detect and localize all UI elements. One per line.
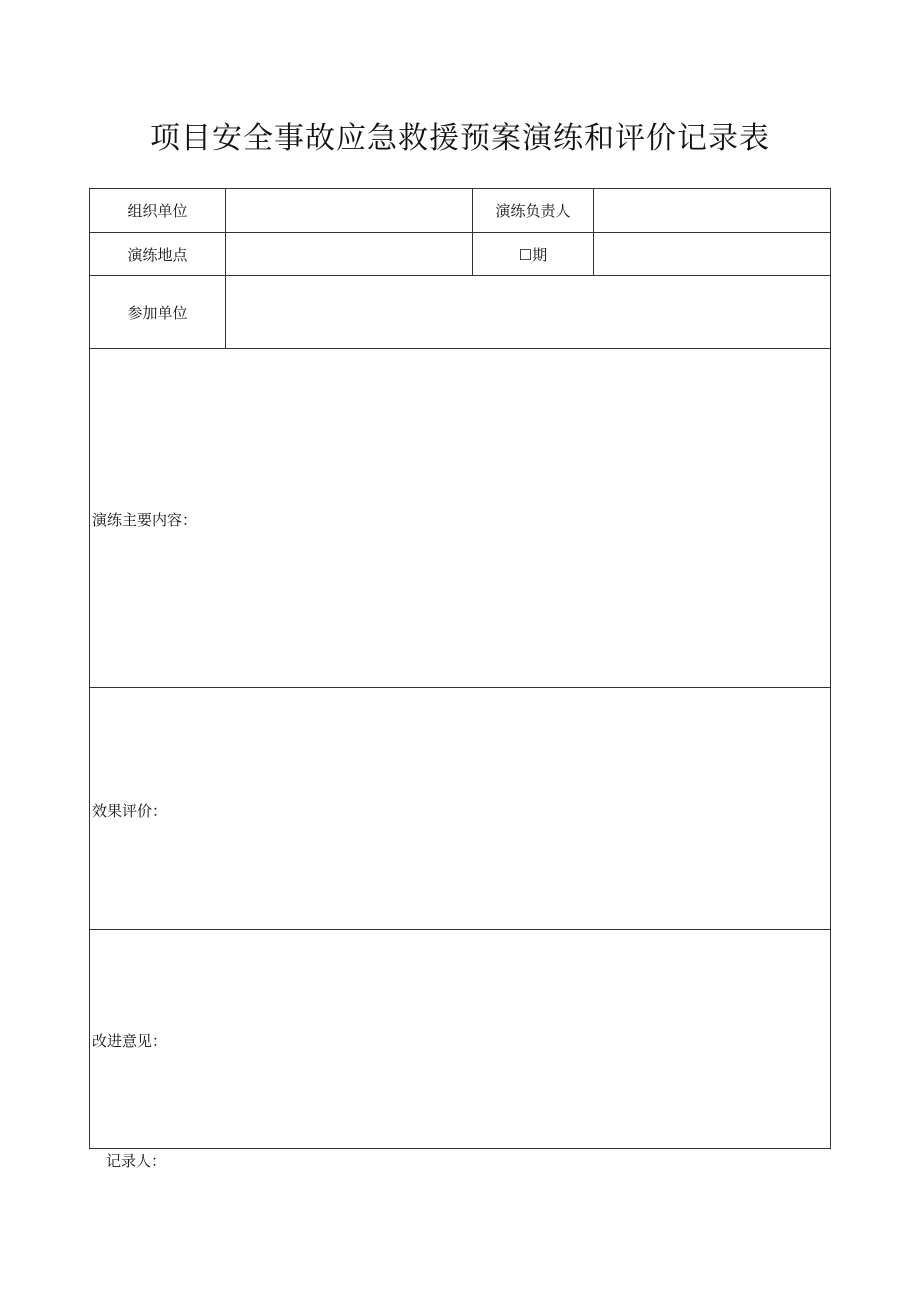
row-org-leader [90, 189, 831, 233]
improvement-section[interactable] [90, 930, 831, 1149]
participants-label: 参加单位 [90, 276, 226, 349]
row-improvement [90, 930, 831, 1149]
date-field[interactable] [594, 233, 831, 276]
participants-field[interactable] [226, 276, 831, 349]
row-effect-evaluation [90, 688, 831, 930]
row-participants [90, 276, 831, 349]
page-title: 项目安全事故应急救援预案演练和评价记录表 [150, 121, 770, 156]
org-unit-label: 组织单位 [90, 189, 226, 233]
effect-evaluation-label: 效果评价： [92, 801, 168, 820]
recorder-label: 记录人： [106, 1152, 167, 1170]
improvement-label: 改进意见： [92, 1032, 168, 1050]
row-main-content [90, 349, 831, 688]
drill-leader-label: 演练负责人 [473, 189, 594, 233]
drill-location-label: 演练地点 [90, 233, 226, 276]
effect-evaluation-section[interactable] [90, 688, 831, 930]
drill-record-table [89, 188, 831, 1149]
row-location-date [90, 233, 831, 276]
drill-location-field[interactable] [226, 233, 473, 276]
org-unit-field[interactable] [226, 189, 473, 233]
drill-leader-field[interactable] [594, 189, 831, 233]
main-content-label: 演练主要内容： [92, 511, 198, 529]
date-label: ☐期 [473, 233, 594, 276]
main-content-section[interactable] [90, 349, 831, 688]
